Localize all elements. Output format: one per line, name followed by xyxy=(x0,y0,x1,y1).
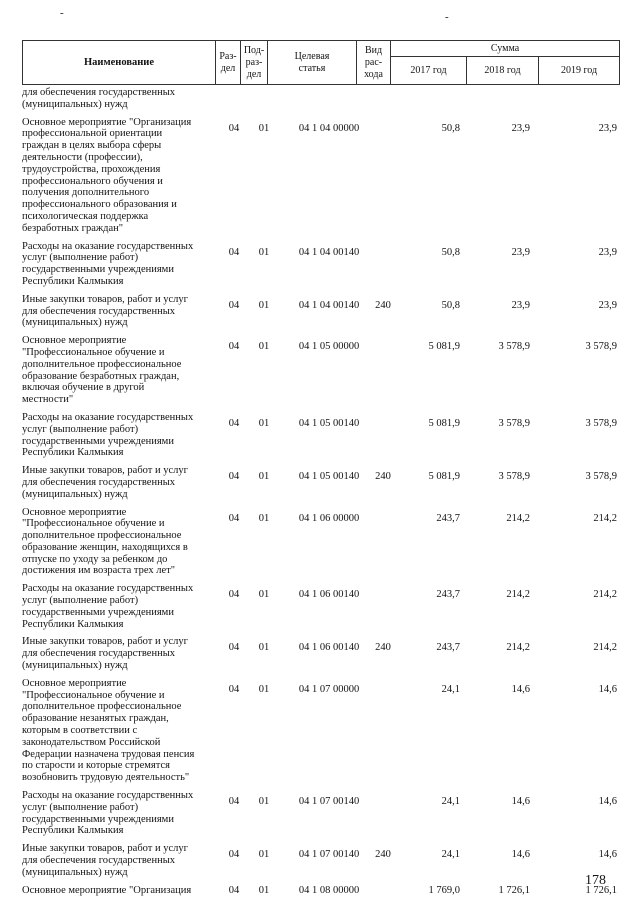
scan-mark-left: - xyxy=(60,7,64,19)
row-target: 04 1 04 00000 xyxy=(298,122,360,134)
row-target: 04 1 07 00140 xyxy=(298,796,360,808)
row-name: Расходы на оказание государственных услуг (выполнение работ) государственными учреждениями Республики Калмыкия xyxy=(22,790,194,837)
row-expense-type: 240 xyxy=(375,849,391,861)
row-2018: 214,2 xyxy=(506,589,530,601)
row-target: 04 1 07 00000 xyxy=(298,683,360,695)
row-2019: 23,9 xyxy=(598,122,617,134)
row-name: Иные закупки товаров, работ и услуг для обеспечения государственных (муниципальных) нужд xyxy=(22,293,188,329)
row-section: 04 xyxy=(228,884,240,896)
row-2019: 214,2 xyxy=(593,512,617,524)
row-2017: 24,1 xyxy=(441,796,460,808)
row-2017: 50,8 xyxy=(441,246,460,258)
table-row xyxy=(22,294,622,329)
table-header xyxy=(22,40,620,85)
row-name: Иные закупки товаров, работ и услуг для обеспечения государственных (муниципальных) нужд xyxy=(22,465,188,500)
row-subsection: 01 xyxy=(258,471,270,483)
row-2019: 14,6 xyxy=(598,683,617,695)
row-name: Расходы на оказание государственных услуг (выполнение работ) государственными учреждениями Республики Калмыкия xyxy=(22,240,194,287)
row-section: 04 xyxy=(228,246,240,258)
row-section: 04 xyxy=(228,642,240,654)
table-row xyxy=(22,583,622,630)
row-subsection: 01 xyxy=(258,122,270,134)
row-section: 04 xyxy=(228,512,240,524)
row-2017: 24,1 xyxy=(441,849,460,861)
row-subsection: 01 xyxy=(258,884,270,896)
scan-mark-right: - xyxy=(445,11,449,23)
row-target: 04 1 05 00000 xyxy=(298,341,360,353)
row-name: Основное мероприятие "Профессиональное обучение и дополнительное профессиональное образование женщин, находящихся в отпуске по уходу за ребенком до достижения им возраста трех лет" xyxy=(22,506,188,577)
row-2019: 3 578,9 xyxy=(585,341,617,353)
row-name: Основное мероприятие "Профессиональное обучение и дополнительное профессиональное образование незанятых граждан, которым в соответствии с законодательством Российской Федерации назначена трудовая пенсия по старости и которые стремятся возобновить трудовую деятельность" xyxy=(22,677,195,784)
row-name: Расходы на оказание государственных услуг (выполнение работ) государственными учреждениями Республики Калмыкия xyxy=(22,583,194,630)
row-subsection: 01 xyxy=(258,849,270,861)
row-section: 04 xyxy=(228,341,240,353)
row-2017: 243,7 xyxy=(436,642,460,654)
row-target: 04 1 06 00140 xyxy=(298,642,360,654)
row-target: 04 1 08 00000 xyxy=(298,884,360,896)
row-2019: 1 726,1 xyxy=(585,884,617,896)
row-name: для обеспечения государственных (муниципальных) нужд xyxy=(22,87,175,110)
row-name: Иные закупки товаров, работ и услуг для обеспечения государственных (муниципальных) нужд xyxy=(22,636,188,672)
row-2018: 23,9 xyxy=(511,299,530,311)
row-2017: 1 769,0 xyxy=(428,884,460,896)
row-target: 04 1 04 00140 xyxy=(298,246,360,258)
row-2018: 214,2 xyxy=(506,642,530,654)
row-target: 04 1 06 00140 xyxy=(298,589,360,601)
header-sum: Сумма xyxy=(391,41,620,57)
row-2018: 23,9 xyxy=(511,246,530,258)
table-body xyxy=(22,87,622,902)
header-year-2018: 2018 год xyxy=(467,57,539,85)
table-row xyxy=(22,678,622,784)
row-subsection: 01 xyxy=(258,341,270,353)
row-2019: 214,2 xyxy=(593,642,617,654)
row-2017: 243,7 xyxy=(436,589,460,601)
row-name: Иные закупки товаров, работ и услуг для обеспечения государственных (муниципальных) нужд xyxy=(22,843,188,878)
row-2018: 23,9 xyxy=(511,122,530,134)
row-subsection: 01 xyxy=(258,589,270,601)
table-row xyxy=(22,87,622,111)
row-subsection: 01 xyxy=(258,246,270,258)
row-2017: 5 081,9 xyxy=(428,417,460,429)
row-subsection: 01 xyxy=(258,642,270,654)
row-subsection: 01 xyxy=(258,417,270,429)
header-subsection: Под- раз- дел xyxy=(241,41,268,85)
row-name: Основное мероприятие "Организация xyxy=(22,884,192,896)
row-2019: 23,9 xyxy=(598,246,617,258)
table-row xyxy=(22,885,622,897)
row-2018: 14,6 xyxy=(511,683,530,695)
row-section: 04 xyxy=(228,417,240,429)
row-2018: 3 578,9 xyxy=(498,417,530,429)
header-year-2019: 2019 год xyxy=(539,57,620,85)
table-row xyxy=(22,241,622,288)
row-2018: 3 578,9 xyxy=(498,341,530,353)
row-2019: 14,6 xyxy=(598,849,617,861)
row-name: Расходы на оказание государственных услуг (выполнение работ) государственными учреждениями Республики Калмыкия xyxy=(22,411,194,459)
row-section: 04 xyxy=(228,849,240,861)
row-2017: 5 081,9 xyxy=(428,471,460,483)
row-2019: 14,6 xyxy=(598,796,617,808)
row-section: 04 xyxy=(228,796,240,808)
table-row xyxy=(22,843,622,878)
row-expense-type: 240 xyxy=(375,299,391,311)
row-subsection: 01 xyxy=(258,512,270,524)
row-2018: 14,6 xyxy=(511,849,530,861)
row-section: 04 xyxy=(228,122,240,134)
header-year-2017: 2017 год xyxy=(391,57,467,85)
table-row xyxy=(22,636,622,671)
row-2018: 214,2 xyxy=(506,512,530,524)
row-expense-type: 240 xyxy=(375,642,391,654)
row-target: 04 1 05 00140 xyxy=(298,417,360,429)
row-2018: 14,6 xyxy=(511,796,530,808)
row-target: 04 1 05 00140 xyxy=(298,471,360,483)
row-section: 04 xyxy=(228,299,240,311)
row-section: 04 xyxy=(228,589,240,601)
row-2017: 50,8 xyxy=(441,122,460,134)
row-target: 04 1 04 00140 xyxy=(298,299,360,311)
row-subsection: 01 xyxy=(258,299,270,311)
table-row xyxy=(22,335,622,406)
row-2019: 3 578,9 xyxy=(585,471,617,483)
table-row xyxy=(22,465,622,500)
row-subsection: 01 xyxy=(258,796,270,808)
row-2017: 5 081,9 xyxy=(428,341,460,353)
row-target: 04 1 07 00140 xyxy=(298,849,360,861)
header-expense-type: Вид рас- хода xyxy=(357,41,391,85)
row-subsection: 01 xyxy=(258,683,270,695)
row-2019: 3 578,9 xyxy=(585,417,617,429)
header-target: Целевая статья xyxy=(268,41,357,85)
row-name: Основное мероприятие "Профессиональное обучение и дополнительное профессиональное образование безработных граждан, включая обучение в другой местности" xyxy=(22,335,182,406)
row-2017: 50,8 xyxy=(441,299,460,311)
row-target: 04 1 06 00000 xyxy=(298,512,360,524)
row-section: 04 xyxy=(228,683,240,695)
page-number: 178 xyxy=(585,873,606,888)
table-row xyxy=(22,117,622,235)
row-2017: 24,1 xyxy=(441,683,460,695)
row-2019: 214,2 xyxy=(593,589,617,601)
row-name: Основное мероприятие "Организация профессиональной ориентации граждан в целях выбора сферы деятельности (профессии), трудоустройства, прохождения профессионального обучения и получения дополнительного профессионального образования и психологическая поддержка безработных граждан" xyxy=(22,116,192,234)
header-section: Раз- дел xyxy=(216,41,241,85)
header-name: Наименование xyxy=(23,41,216,85)
row-2018: 3 578,9 xyxy=(498,471,530,483)
row-2019: 23,9 xyxy=(598,299,617,311)
row-section: 04 xyxy=(228,471,240,483)
table-row xyxy=(22,790,622,837)
table-row xyxy=(22,507,622,578)
row-expense-type: 240 xyxy=(375,471,391,483)
row-2017: 243,7 xyxy=(436,512,460,524)
row-2018: 1 726,1 xyxy=(498,884,530,896)
table-row xyxy=(22,412,622,459)
